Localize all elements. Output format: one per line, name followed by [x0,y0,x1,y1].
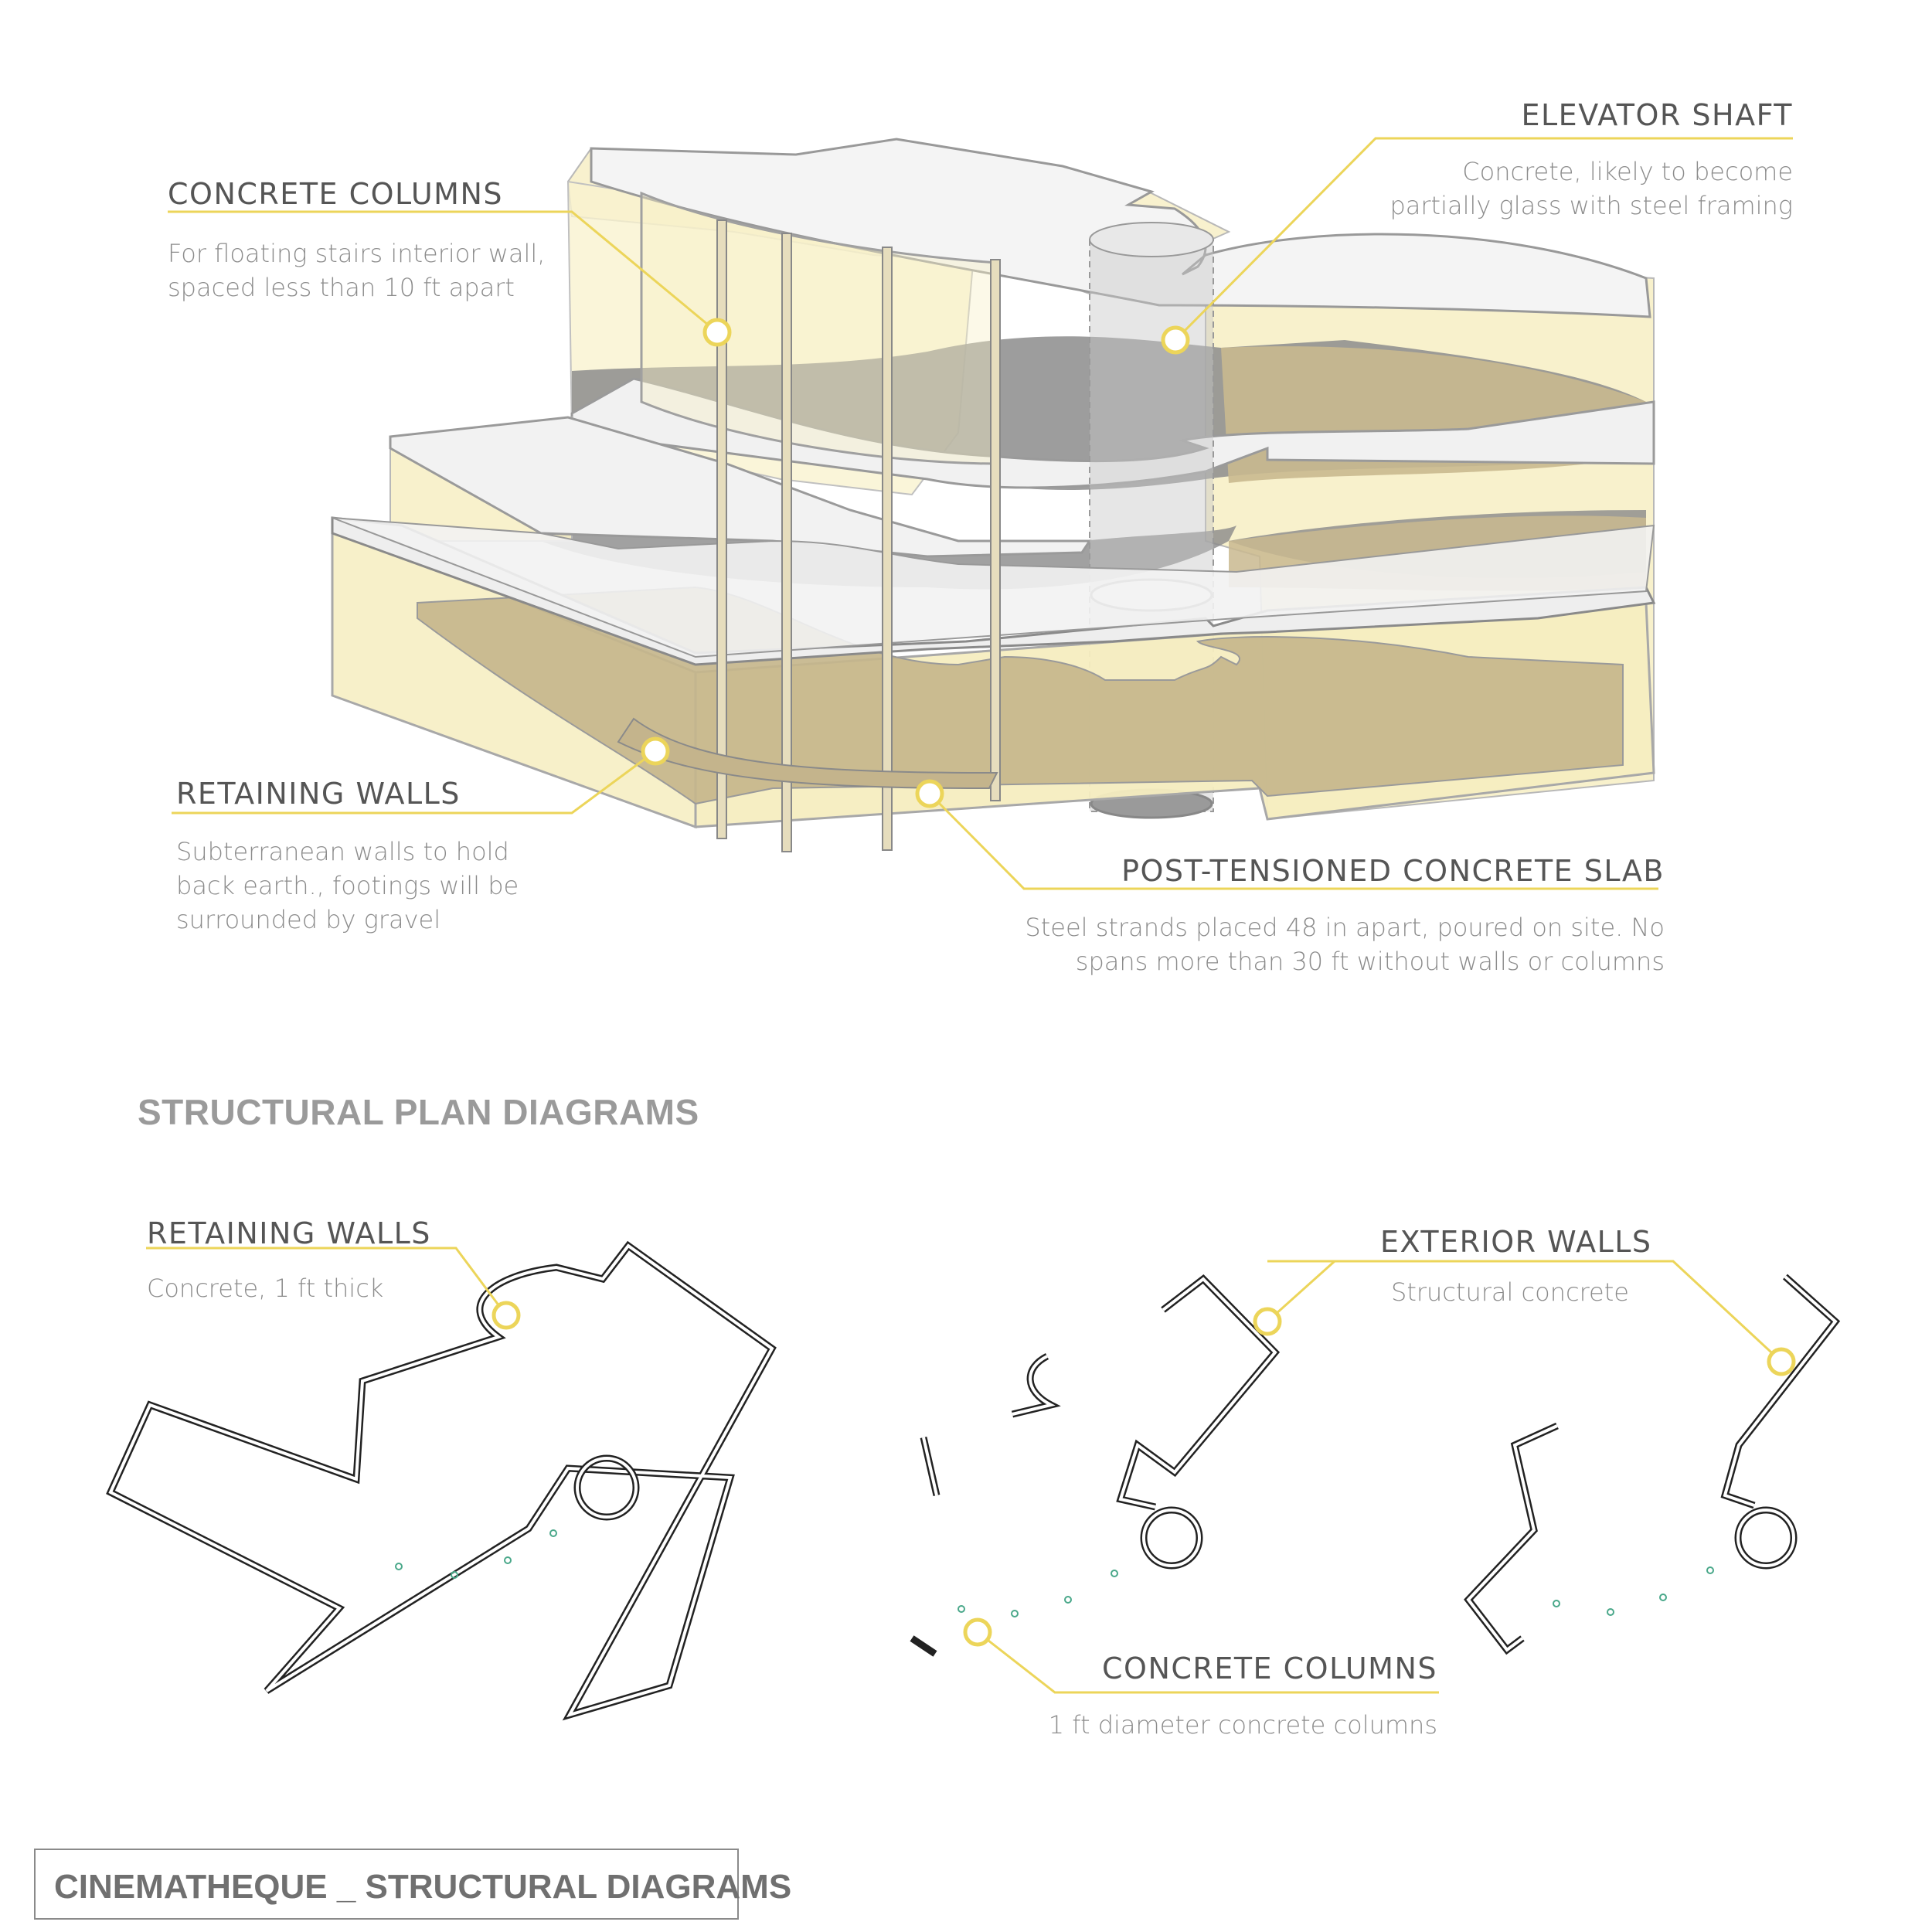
column [883,247,892,850]
plan-column [1111,1570,1117,1577]
exterior-wall-f [912,1638,935,1654]
concrete-columns-marker [705,320,730,345]
retaining-plan-columns [396,1530,556,1578]
plan-leaders [146,1248,1781,1692]
exterior-wall-a [1121,1279,1275,1507]
retaining-wall-outline [111,1246,772,1715]
plan-column [550,1530,556,1536]
sheet-title: CINEMATHEQUE _ STRUCTURAL DIAGRAMS [54,1868,792,1906]
retaining-walls-plan [111,1246,772,1715]
plan-column [1012,1611,1018,1617]
plan-column [1707,1567,1713,1573]
section-title: STRUCTURAL PLAN DIAGRAMS [138,1092,699,1132]
plan-exterior-walls-description: Structural concrete [1391,1277,1629,1307]
column [991,260,1000,801]
slab-marker [917,781,942,806]
plan-exterior-marker-left [1255,1309,1280,1334]
plan-concrete-columns-title: CONCRETE COLUMNS [1102,1651,1437,1685]
elevator-shaft-title: ELEVATOR SHAFT [1521,98,1793,132]
plan-retaining-marker [494,1303,519,1328]
plan-retaining-walls-title: RETAINING WALLS [147,1216,431,1250]
plan-column [1660,1594,1666,1600]
plan-exterior-marker-right [1769,1349,1794,1374]
plan-column [505,1557,511,1563]
concrete-columns-description: For floating stairs interior wall, spaced less than 10 ft apart [168,239,546,302]
plan-columns-marker [965,1620,990,1645]
plan-column [1553,1600,1560,1607]
slab-title: POST-TENSIONED CONCRETE SLAB [1121,854,1665,888]
plan-exterior-walls-title: EXTERIOR WALLS [1380,1225,1652,1259]
plan-column [1065,1597,1071,1603]
slab-description: Steel strands placed 48 in apart, poured on site. No spans more than 30 ft without walls or columns [1025,913,1665,976]
exterior-walls-plan [912,1277,1835,1654]
elevator-shaft-marker [1163,328,1188,352]
exterior-plan-columns [958,1567,1713,1617]
plan-column [958,1606,964,1612]
plan-retaining-walls-description: Concrete, 1 ft thick [147,1274,384,1303]
plan-column [396,1563,402,1570]
elevator-shaft-description: Concrete, likely to become partially glass with steel framing [1389,157,1793,220]
column [782,233,791,852]
retaining-walls-marker [643,739,668,764]
retaining-walls-title: RETAINING WALLS [176,777,461,811]
plan-column [1607,1609,1614,1615]
column [717,220,726,838]
retaining-walls-description: Subterranean walls to hold back earth., footings will be surrounded by gravel [176,837,519,934]
plan-concrete-columns-description: 1 ft diameter concrete columns [1048,1710,1437,1740]
concrete-columns-title: CONCRETE COLUMNS [168,177,503,211]
